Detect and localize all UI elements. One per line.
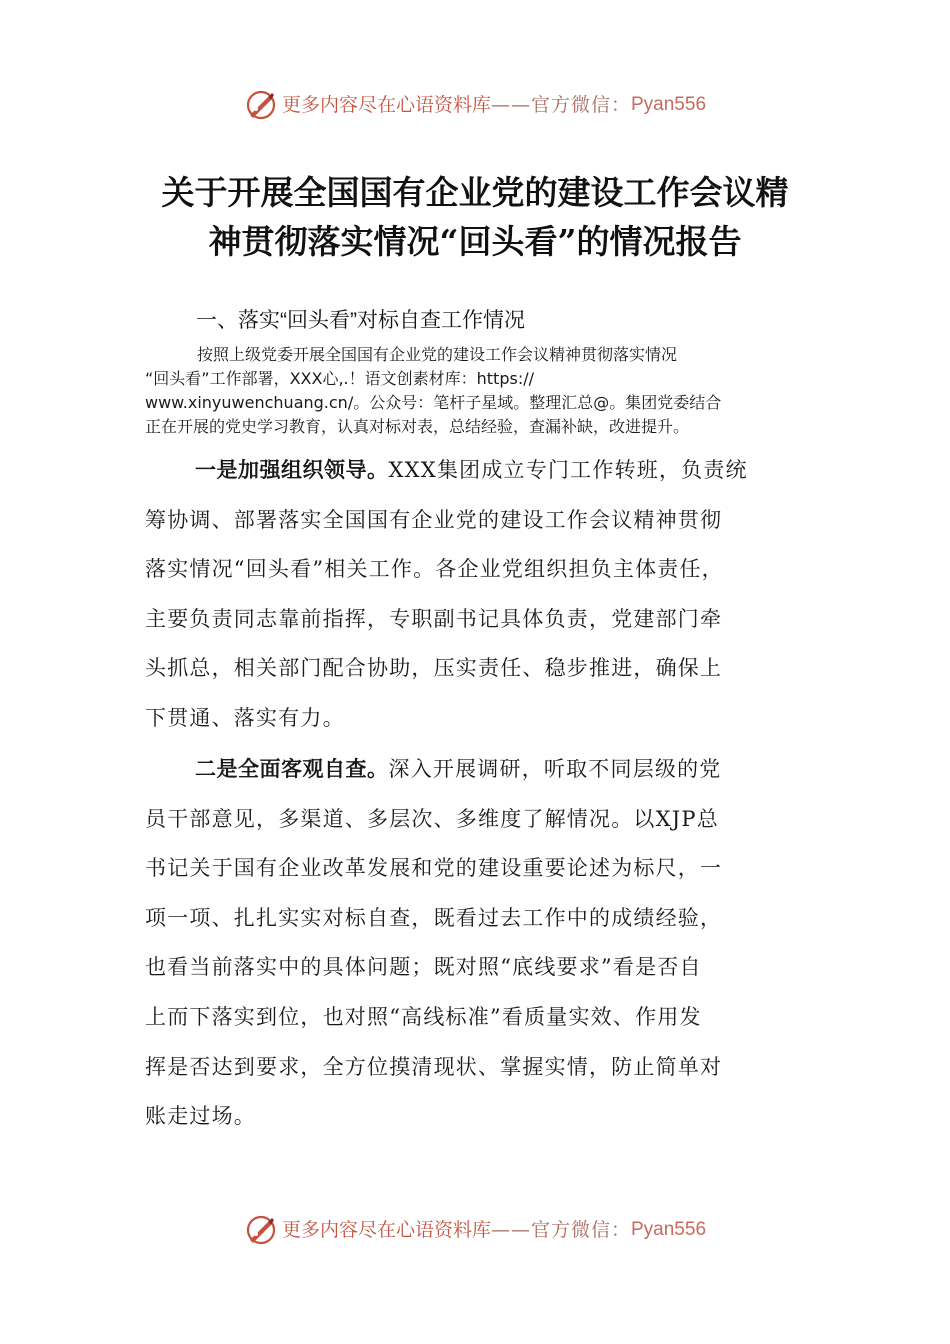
paragraph-line: 上而下落实到位，也对照“高线标准”看质量实效、作用发 bbox=[145, 1004, 702, 1029]
section-heading: 一、落实“回头看”对标自查工作情况 bbox=[196, 309, 525, 332]
watermark-wechat-id: Pyan556 bbox=[631, 1219, 707, 1240]
body-paragraph-organization bbox=[145, 445, 810, 744]
intro-paragraph bbox=[145, 343, 805, 439]
paragraph-line: 项一项、扎扎实实对标自查，既看过去工作中的成绩经验， bbox=[145, 905, 723, 930]
document-title bbox=[100, 168, 850, 266]
paragraph-line: 落实情况“回头看”相关工作。各企业党组织担负主体责任， bbox=[145, 557, 724, 582]
watermark-brand: 更多内容尽在心语资料库 bbox=[281, 94, 491, 116]
watermark-label: 官方微信： bbox=[530, 1219, 631, 1241]
paragraph-line: 书记关于国有企业改革发展和党的建设重要论述为标尺，一 bbox=[145, 856, 723, 881]
paragraph-line: 下贯通、落实有力。 bbox=[145, 705, 345, 730]
title-line: 关于开展全国国有企业党的建设工作会议精 bbox=[161, 173, 789, 212]
paragraph-first-line bbox=[145, 445, 810, 496]
paragraph-line: 挥是否达到要求，全方位摸清现状、掌握实情，防止简单对 bbox=[145, 1054, 723, 1079]
paragraph-text: 深入开展调研，听取不同层级的党 bbox=[388, 757, 722, 781]
paragraph-text: XXX集团成立专门工作转班，负责统 bbox=[388, 458, 748, 482]
intro-line: “回头看”工作部署，XXX心,.！语文创素材库：https:// bbox=[145, 369, 534, 388]
watermark-header bbox=[0, 88, 950, 122]
paragraph-line: 员干部意见，多渠道、多层次、多维度了解情况。以XJP总 bbox=[145, 806, 719, 831]
paragraph-lead: 二是全面客观自查。 bbox=[195, 756, 389, 781]
paragraph-line: 头抓总，相关部门配合协助，压实责任、稳步推进，确保上 bbox=[145, 656, 723, 681]
pen-logo-icon bbox=[244, 88, 278, 122]
paragraph-line: 主要负责同志靠前指挥，专职副书记具体负责，党建部门牵 bbox=[145, 606, 723, 631]
intro-line: 正在开展的党史学习教育，认真对标对表，总结经验，查漏补缺，改进提升。 bbox=[145, 417, 690, 436]
intro-line: www.xinyuwenchuang.cn/。公众号：笔杆子星域。整理汇总@。集团党委结合 bbox=[145, 393, 722, 412]
watermark-wechat-id: Pyan556 bbox=[631, 94, 707, 115]
paragraph-lead: 一是加强组织领导。 bbox=[195, 457, 389, 482]
watermark-separator: —— bbox=[490, 1219, 531, 1241]
watermark-brand: 更多内容尽在心语资料库 bbox=[281, 1219, 491, 1241]
paragraph-line: 也看当前落实中的具体问题；既对照“底线要求”看是否自 bbox=[145, 955, 702, 980]
paragraph-line: 账走过场。 bbox=[145, 1104, 256, 1129]
watermark-label: 官方微信： bbox=[530, 94, 631, 116]
body-paragraph-self-check bbox=[145, 744, 810, 1142]
watermark-separator: —— bbox=[490, 94, 531, 116]
paragraph-first-line bbox=[145, 744, 810, 795]
paragraph-line: 筹协调、部署落实全国国有企业党的建设工作会议精神贯彻 bbox=[145, 507, 723, 532]
pen-logo-icon bbox=[244, 1213, 278, 1247]
watermark-footer bbox=[0, 1213, 950, 1247]
title-line: 神贯彻落实情况“回头看”的情况报告 bbox=[208, 222, 742, 261]
intro-line: 按照上级党委开展全国国有企业党的建设工作会议精神贯彻落实情况 bbox=[197, 345, 678, 364]
